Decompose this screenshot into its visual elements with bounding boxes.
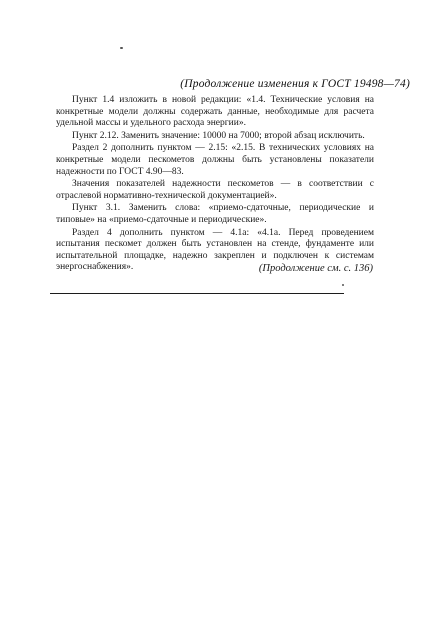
paragraph-1-4: Пункт 1.4 изложить в новой редакции: «1.4. Технические условия на конкретные модели должны содержать данные, необходимые для расчета удельной массы и удельного расхода энергии». (56, 95, 374, 129)
paragraph-reliability: Значения показателей надежности пескометов — в соответствии с отраслевой нормативно-технической документацией». (56, 179, 374, 201)
page-header-continuation: (Продолжение изменения к ГОСТ 19498—74) (180, 78, 410, 90)
paragraph-3-1: Пункт 3.1. Заменить слова: «приемо-сдаточные, периодические и типовые» на «приемо-сдаточные и периодические». (56, 203, 374, 225)
scan-speck (120, 47, 123, 49)
horizontal-rule (50, 293, 344, 294)
scan-speck (342, 284, 344, 286)
amendment-text (56, 95, 374, 274)
paragraph-section-4: Раздел 4 дополнить пунктом — 4.1а: «4.1а. Перед проведением испытания пескомет должен быть установлен на стенде, фундаменте или испытательной площадке, надежно закреплен и подключен к системам энергоснабжения». (56, 227, 374, 273)
paragraph-2-12: Пункт 2.12. Заменить значение: 10000 на 7000; второй абзац исключить. (72, 130, 365, 141)
footer-continuation: (Продолжение см. с. 136) (258, 263, 373, 274)
paragraph-section-2: Раздел 2 дополнить пунктом — 2.15: «2.15. В технических условиях на конкретные модели пескометов должны быть установлены показатели надежности по ГОСТ 4.90—83. (56, 143, 374, 177)
